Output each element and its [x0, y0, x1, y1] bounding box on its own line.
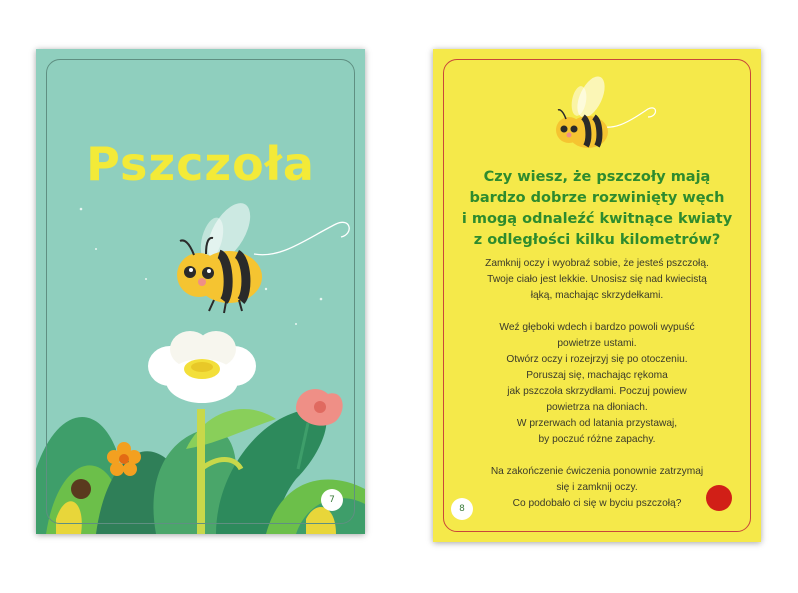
bee-icon	[177, 196, 262, 313]
page-number: 8	[451, 498, 473, 520]
left-card	[36, 49, 365, 534]
card-title: Pszczoła	[86, 137, 315, 191]
flower-icon	[148, 331, 256, 403]
red-dot-icon	[706, 485, 732, 511]
bee-flower-illustration	[36, 49, 365, 534]
fact-question: Czy wiesz, że pszczoły mają bardzo dobrze rozwinięty węch i mogą odnaleźć kwitnące kwiaty z odległości kilku kilometrów?	[461, 169, 733, 248]
right-card	[433, 49, 761, 542]
bee-icon	[433, 49, 761, 169]
page-number: 7	[321, 489, 343, 511]
exercise-instructions: Zamknij oczy i wyobraź sobie, że jesteś pszczołą. Twoje ciało jest lekkie. Unosisz się nad kwiecistą łąką, machając skrzydełkami. Weź głęboki wdech i bardzo powoli wypuść powietrze ustami. Otwórz oczy i rozejrzyj się po otoczeniu. Poruszaj się, machając rękoma jak pszczoła skrzydłami. Poczuj powiew powietrza na dłoniach. W przerwach od latania przystawaj, by poczuć różne zapachy. Na zakończenie ćwiczenia ponownie zatrzymaj się i zamknij oczy. Co podobało ci się w byciu pszczołą?	[485, 258, 709, 509]
